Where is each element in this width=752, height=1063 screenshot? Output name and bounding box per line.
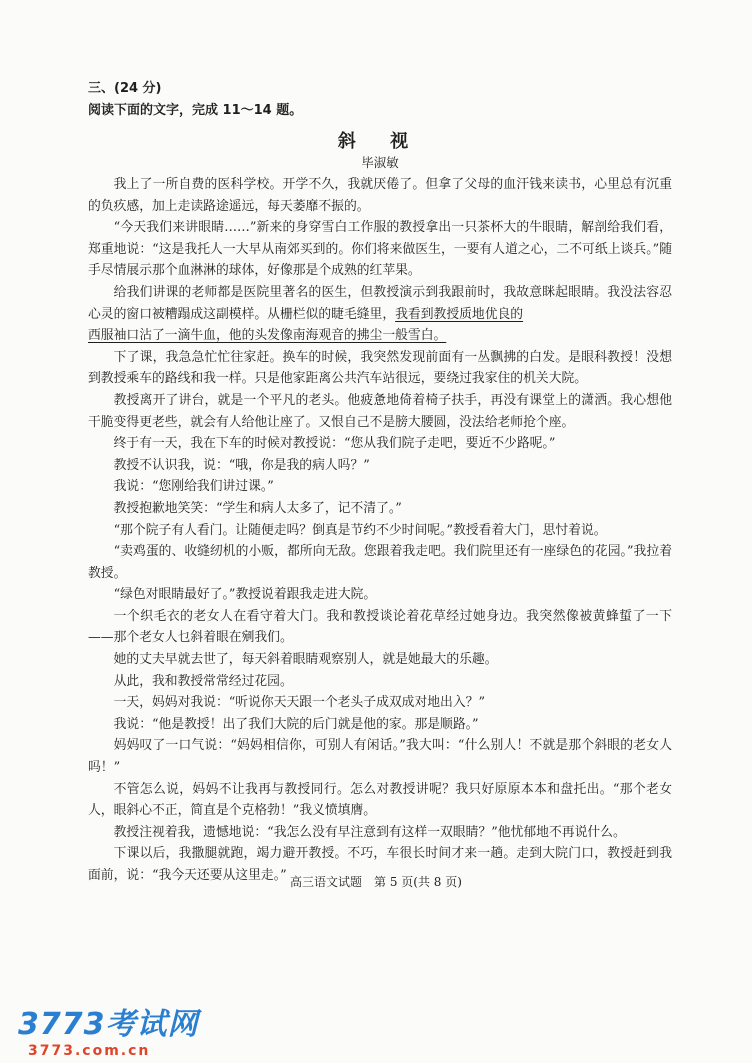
- reading-instruction: 阅读下面的文字，完成 11～14 题。: [88, 103, 303, 118]
- paragraph: 下课以后，我撒腿就跑，竭力避开教授。不巧，车很长时间才来一趟。走到大院门口，教授赶到我面前，说：“我今天还要从这里走。”: [88, 846, 672, 883]
- paragraph: 她的丈夫早就去世了，每天斜着眼睛观察别人，就是她最大的乐趣。: [113, 652, 498, 668]
- paragraph: 下了课，我急急忙忙往家赶。换车的时候，我突然发现前面有一丛飘拂的白发。是眼科教授！没想到教授乘车的路线和我一样。只是他家距离公共汽车站很远，要绕过我家住的机关大院。: [88, 349, 672, 387]
- paragraph: “今天我们来讲眼睛……”新来的身穿雪白工作服的教授拿出一只茶杯大的牛眼睛，解剖给我们看，郑重地说：“这是我托人一大早从南郊买到的。你们将来做医生，一要有人道之心，二不可纸上谈兵。”随手尽情展示那个血淋淋的球体，好像那是个成熟的红苹果。: [88, 220, 672, 279]
- paragraph: 一个织毛衣的老女人在看守着大门。我和教授谈论着花草经过她身边。我突然像被黄蜂蜇了一下——那个老女人乜斜着眼在剜我们。: [88, 608, 672, 646]
- article-title: 斜 视: [337, 131, 423, 152]
- article-body: [88, 174, 672, 887]
- paragraph: 妈妈叹了一口气说：“妈妈相信你，可别人有闲话。”我大叫：“什么别人！不就是那个斜眼的老女人吗！”: [88, 738, 672, 776]
- paragraph-with-underline: [88, 282, 672, 325]
- paragraph: 教授抱歉地笑笑：“学生和病人太多了，记不清了。”: [113, 500, 402, 516]
- paragraph: 我上了一所自费的医科学校。开学不久，我就厌倦了。但拿了父母的血汗钱来读书，心里总有沉重的负疚感，加上走读路途遥远，每天萎靡不振的。: [88, 177, 672, 214]
- paragraph: 不管怎么说，妈妈不让我再与教授同行。怎么对教授讲呢？我只好原原本本和盘托出。“那个老女人，眼斜心不正，简直是个克格勃！”我义愤填膺。: [88, 781, 672, 819]
- watermark-url: 3773.com.cn: [28, 1043, 151, 1059]
- paragraph: 终于有一天，我在下车的时候对教授说：“您从我们院子走吧，要近不少路呢。”: [113, 436, 556, 452]
- paragraph: 我说：“您刚给我们讲过课。”: [113, 479, 274, 495]
- paragraph: 教授注视着我，遗憾地说：“我怎么没有早注意到有这样一双眼睛？”他忧郁地不再说什么。: [113, 824, 626, 840]
- section-heading: 三、(24 分): [88, 81, 162, 96]
- paragraph: “绿色对眼睛最好了。”教授说着跟我走进大院。: [113, 587, 377, 603]
- article-author: 毕淑敏: [361, 155, 399, 170]
- paragraph: 一天，妈妈对我说：“听说你天天跟一个老头子成双成对地出入？”: [113, 695, 485, 711]
- underlined-sentence-continued: 西服袖口沾了一滴牛血，他的头发像南海观音的拂尘一般雪白。: [88, 328, 447, 344]
- paragraph-text: 给我们讲课的老师都是医院里著名的医生，但教授演示到我跟前时，我故意眯起眼睛。我没法容忍心灵的窗口被糟蹋成这副模样。从栅栏似的睫毛缝里，: [88, 284, 672, 322]
- paragraph-continuation: [88, 325, 672, 347]
- paragraph: 教授不认识我，说：“哦，你是我的病人吗？”: [113, 457, 370, 473]
- watermark: [18, 1008, 199, 1060]
- paragraph: 我说：“他是教授！出了我们大院的后门就是他的家。那是顺路。”: [113, 716, 479, 732]
- paragraph: “那个院子有人看门。让随便走吗？倒真是节约不少时间呢。”教授看着大门，思忖着说。: [113, 522, 607, 538]
- exam-page: [88, 78, 672, 887]
- paragraph: 教授离开了讲台，就是一个平凡的老头。他疲惫地倚着椅子扶手，再没有课堂上的潇洒。我心想他干脆变得更老些，就会有人给他让座了。又恨自己不是膀大腰圆，没法给老师抢个座。: [88, 392, 672, 430]
- paragraph: “卖鸡蛋的、收缝纫机的小贩，都所向无敌。您跟着我走吧。我们院里还有一座绿色的花园。”我拉着教授。: [88, 544, 672, 581]
- page-footer: 高三语文试题 第 5 页(共 8 页): [290, 875, 462, 889]
- watermark-logo: 3773考试网: [18, 1007, 199, 1042]
- paragraph: 从此，我和教授常常经过花园。: [113, 673, 293, 689]
- underlined-sentence: 我看到教授质地优良的: [395, 306, 524, 322]
